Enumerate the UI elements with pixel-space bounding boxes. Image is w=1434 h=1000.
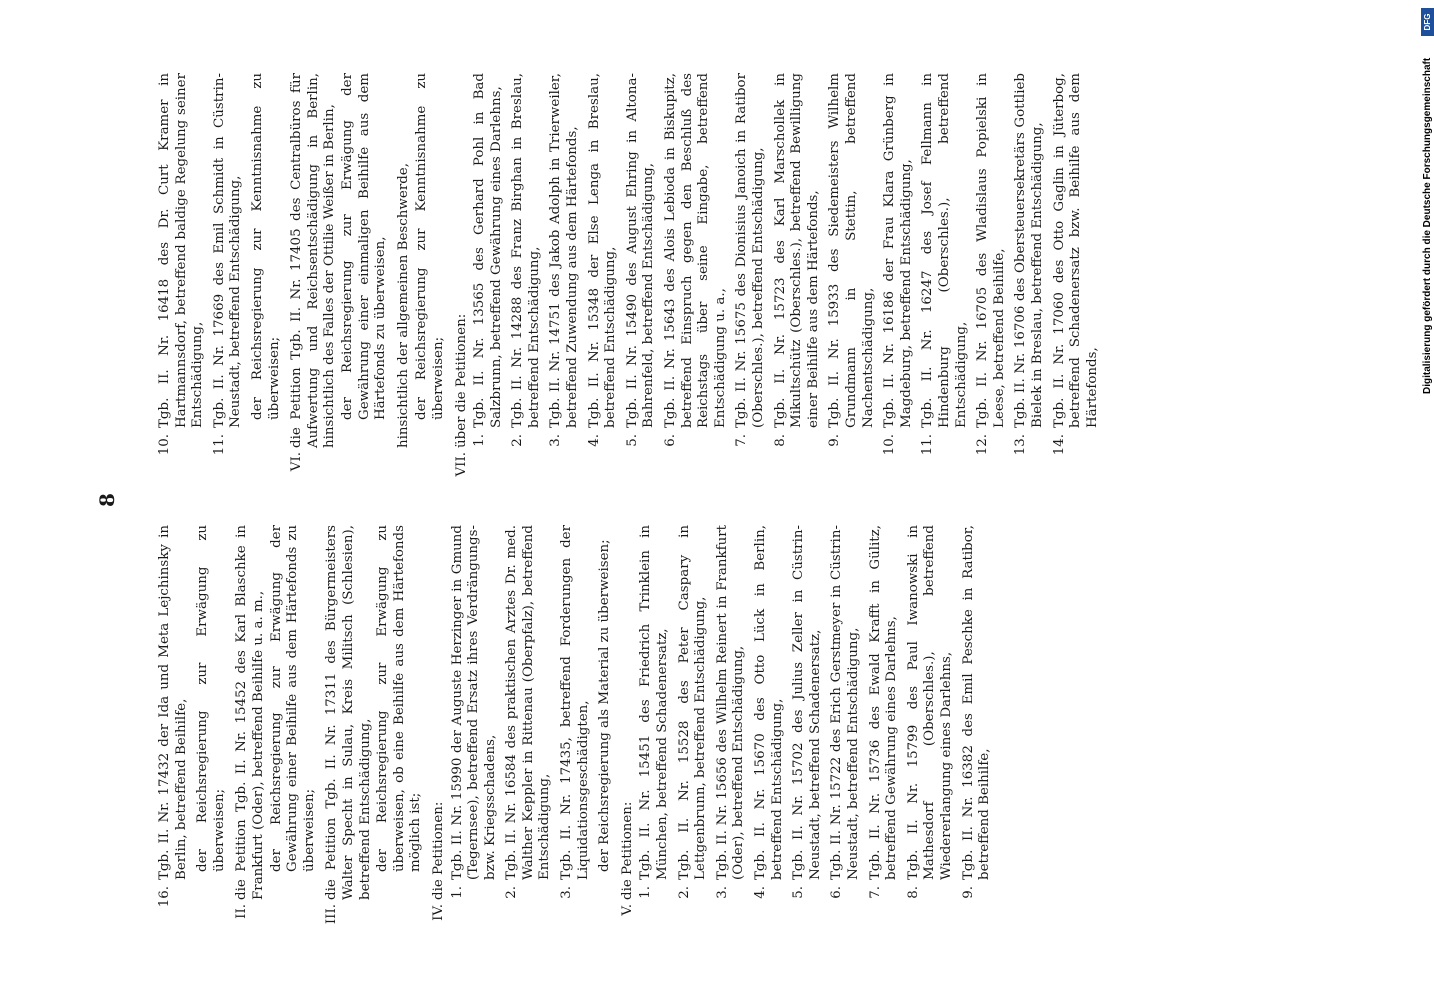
item-text: Tgb. II. Nr. 15933 des Siedemeisters Wilhelm Grundmann in Stettin, betreffend Nachentschädigung, — [827, 73, 876, 428]
list-item — [1052, 73, 1102, 478]
list-item — [548, 73, 581, 478]
item-number: 4. — [586, 434, 602, 447]
item-number: 9. — [960, 886, 976, 899]
section-number: II. — [234, 904, 250, 919]
item-text: Tgb. II. Nr. 16247 des Josef Fellmann in Hindenburg (Oberschles.), betreffend Entschädigung, — [920, 73, 969, 428]
item-text: Tgb. II. Nr. 15528 des Peter Caspary in Lettgenbrunn, betreffend Entschädigung, — [676, 525, 709, 880]
list-item — [773, 73, 823, 478]
item-text: Tgb. II. Nr. 13565 des Gerhard Pohl in Bad Salzbrunn, betreffend Gewährung eines Darlehns, — [472, 73, 504, 428]
item-number: 2. — [510, 434, 526, 447]
section-text: die Petition Tgb. II. Nr. 17405 des Centralbüros für Aufwertung und Reichsentschädigung in Berlin, hinsichtlich des Falles der Ottilie Weißer in Berlin, — [289, 73, 338, 448]
list-item — [638, 525, 671, 930]
section-text: die Petition Tgb. II. Nr. 17311 des Bürgermeisters Walter Specht in Sulau, Kreis Militsch (Schlesien), betreffend Entschädigung, — [324, 525, 373, 900]
left-column — [157, 525, 999, 930]
section-vi — [289, 73, 339, 478]
list-item — [663, 73, 729, 478]
item-number: 2. — [504, 886, 520, 899]
item-text: Tgb. II. Nr. 14751 des Jakob Adolph in Trierweiler, betreffend Zuwendung aus dem Härtefonds, — [548, 73, 581, 428]
item-text: Tgb. II. Nr. 15736 des Ewald Krafft in Gülitz, betreffend Gewährung eines Darlehns, — [867, 525, 900, 880]
section-heading: über die Petitionen: — [453, 313, 469, 448]
item-number: 3. — [714, 886, 730, 899]
list-item — [975, 73, 1008, 478]
list-item — [157, 525, 190, 930]
section-number: VII. — [453, 452, 469, 477]
item-text: Tgb. II. Nr. 15670 des Otto Lück in Berlin, betreffend Entschädigung, — [753, 525, 785, 880]
item-number: 1. — [472, 434, 488, 447]
item-number: 8. — [905, 886, 921, 899]
section-heading: die Petitionen: — [430, 801, 446, 900]
list-item — [715, 525, 748, 930]
item-number: 3. — [548, 434, 564, 447]
item-text: Tgb. II. Nr. 16382 des Emil Peschke in Ratibor, betreffend Beihilfe, — [960, 525, 993, 880]
item-number: 3. — [559, 886, 575, 899]
list-item — [559, 525, 592, 930]
item-number: 12. — [975, 434, 991, 456]
list-item — [868, 525, 901, 930]
item-text: Tgb. II. Nr. 15990 der Auguste Herzinger in Gmund (Tegernsee), betreffend Ersatz ihres Verdrängungs- bzw. Kriegsschadens, — [449, 525, 498, 880]
item-text: Tgb. II. Nr. 17060 des Otto Gaglin in Jüterbog, betreffend Schadenersatz bzw. Beihilfe aus dem Härtefonds, — [1051, 73, 1100, 428]
item-text: Tgb. II. Nr. 15451 des Friedrich Trinklein in München, betreffend Schadenersatz, — [638, 525, 671, 880]
decision-text: der Reichsregierung zur Erwägung der Gewährung einer einmaligen Beihilfe aus dem Härtefonds zu überweisen, — [339, 73, 389, 420]
item-text: Tgb. II. Nr. 15675 des Dionisius Janoich in Ratibor (Oberschles.), betreffend Entschädigung, — [734, 73, 766, 428]
section-number: V. — [619, 904, 635, 916]
rotated-page — [95, 60, 1335, 940]
list-item — [1013, 73, 1046, 478]
list-item — [906, 525, 956, 930]
list-item — [961, 525, 994, 930]
list-item — [920, 73, 970, 478]
list-item — [791, 525, 824, 930]
list-item — [450, 525, 500, 930]
item-number: 7. — [867, 886, 883, 899]
list-item — [587, 73, 620, 478]
section-v — [620, 525, 637, 930]
decision-text: der Reichsregierung zur Erwägung der Gewährung einer Beihilfe aus dem Härtefonds zu überweisen; — [268, 525, 317, 872]
item-number: 13. — [1013, 434, 1029, 456]
section-number: III. — [324, 904, 340, 925]
section-ii — [234, 525, 267, 930]
item-number: 1. — [449, 886, 465, 899]
list-item — [882, 73, 915, 478]
section-text: die Petition Tgb. II. Nr. 15452 des Karl Blaschke in Frankfurt (Oder), betreffend Beihilfe u. a. m., — [234, 525, 266, 900]
right-column — [157, 73, 1106, 478]
list-item — [734, 73, 767, 478]
item-text: Tgb. II. Nr. 15490 des August Ehring in Altona-Bahrenfeld, betreffend Entschädigung, — [624, 73, 657, 428]
section-vii — [454, 73, 471, 478]
item-text: Tgb. II. Nr. 17669 des Emil Schmidt in Cüstrin-Neustadt, betreffend Entschädigung, — [211, 73, 244, 428]
item-number: 11. — [211, 434, 227, 456]
item-text: Tgb. II. Nr. 15643 des Alois Lebioda in Biskupitz, betreffend Einspruch gegen den Beschluß des Reichstags über seine Eingabe, betreffend Entschädigung u. a., — [663, 73, 728, 428]
item-number: 11. — [920, 434, 936, 456]
item-number: 5. — [624, 434, 640, 447]
section-number: VI. — [289, 452, 305, 472]
item-text: Tgb. II. Nr. 15656 des Wilhelm Reinert in Frankfurt (Oder), betreffend Entschädigung, — [714, 525, 747, 880]
section-number: IV. — [430, 904, 446, 921]
item-text: Tgb. II. Nr. 17432 der Ida und Meta Lejchinsky in Berlin, betreffend Beihilfe, — [157, 525, 189, 880]
section-heading: die Petitionen: — [619, 801, 635, 900]
decision-text: der Reichsregierung zur Kenntnisnahme zu überweisen; — [414, 73, 446, 420]
item-number: 6. — [829, 886, 845, 899]
list-item — [625, 73, 658, 478]
item-number: 10. — [882, 434, 898, 456]
section-iv — [431, 525, 448, 930]
digitization-note-text: Digitalisierung gefördert durch die Deutsche Forschungsgemeinschaft — [1422, 57, 1433, 394]
item-number: 4. — [753, 886, 768, 899]
item-number: 16. — [157, 886, 172, 908]
item-number: 7. — [734, 434, 750, 447]
item-text: Tgb. II. Nr. 16418 des Dr. Curt Kramer in Hartmannsdorf, betreffend baldige Regelung seiner Entschädigung, — [157, 73, 206, 428]
item-number: 5. — [791, 886, 807, 899]
item-text: Tgb. II. Nr. 15348 der Else Lenga in Breslau, betreffend Entschädigung, — [586, 73, 619, 428]
section-iii — [324, 525, 374, 930]
list-item — [753, 525, 786, 930]
item-text: Tgb. II. Nr. 14288 des Franz Birghan in Breslau, betreffend Entschädigung, — [510, 73, 542, 428]
list-item — [504, 525, 554, 930]
item-number: 9. — [827, 434, 843, 447]
logo-text: DFG — [1423, 13, 1432, 31]
list-item — [212, 73, 245, 478]
item-text: Tgb. II. Nr. 15702 des Julius Zeller in Cüstrin-Neustadt, betreffend Schadenersatz, — [791, 525, 823, 880]
subclause-text: hinsichtlich der allgemeinen Beschwerde, — [395, 163, 411, 448]
item-number: 14. — [1051, 434, 1067, 456]
decision-text: der Reichsregierung zur Erwägung zu überweisen, ob eine Beihilfe aus dem Härtefonds möglich ist; — [375, 525, 424, 872]
list-item — [827, 73, 877, 478]
item-text: Tgb. II. Nr. 15723 des Karl Marschollek in Mikultschütz (Oberschles.), betreffend Bewilligung einer Beihilfe aus dem Härtefonds, — [772, 73, 821, 428]
item-number: 10. — [157, 434, 172, 456]
item-text: Tgb. II. Nr. 16186 der Frau Klara Grünberg in Magdeburg, betreffend Entschädigung, — [882, 73, 914, 428]
item-text: Tgb. II. Nr. 15799 des Paul Iwanowski in Mathesdorf (Oberschles.), betreffend Wiedererlangung eines Darlehns, — [905, 525, 954, 880]
item-text: Tgb. II. Nr. 15722 des Erich Gerstmeyer in Cüstrin-Neustadt, betreffend Entschädigung, — [829, 525, 861, 880]
page-number: 8 — [95, 493, 119, 507]
list-item — [677, 525, 710, 930]
digitization-note — [1421, 6, 1434, 394]
decision-text: der Reichsregierung zur Kenntnisnahme zu überweisen; — [249, 73, 282, 420]
list-item — [510, 73, 543, 478]
item-text: Tgb. II. Nr. 16584 des praktischen Arztes Dr. med. Walther Keppler in Rittenau (Oberpfalz), betreffend Entschädigung, — [504, 525, 553, 880]
list-item — [472, 73, 505, 478]
item-number: 1. — [638, 886, 654, 899]
item-text: Tgb. II. Nr. 16706 des Obersteuersekretärs Gottlieb Bielek in Breslau, betreffend Entschädigung, — [1013, 73, 1045, 428]
decision-text: der Reichsregierung zur Erwägung zu überweisen; — [195, 525, 227, 872]
decision-text: der Reichsregierung als Material zu überweisen; — [597, 539, 613, 872]
list-item — [829, 525, 862, 930]
item-text: Tgb. II. Nr. 17435, betreffend Forderungen der Liquidationsgeschädigten, — [559, 525, 591, 880]
list-item — [157, 73, 207, 478]
item-text: Tgb. II. Nr. 16705 des Wladislaus Popielski in Leese, betreffend Beihilfe, — [975, 73, 1007, 428]
item-number: 8. — [772, 434, 788, 447]
section-subclause — [396, 73, 413, 478]
item-number: 2. — [676, 886, 692, 899]
item-number: 6. — [663, 434, 679, 447]
